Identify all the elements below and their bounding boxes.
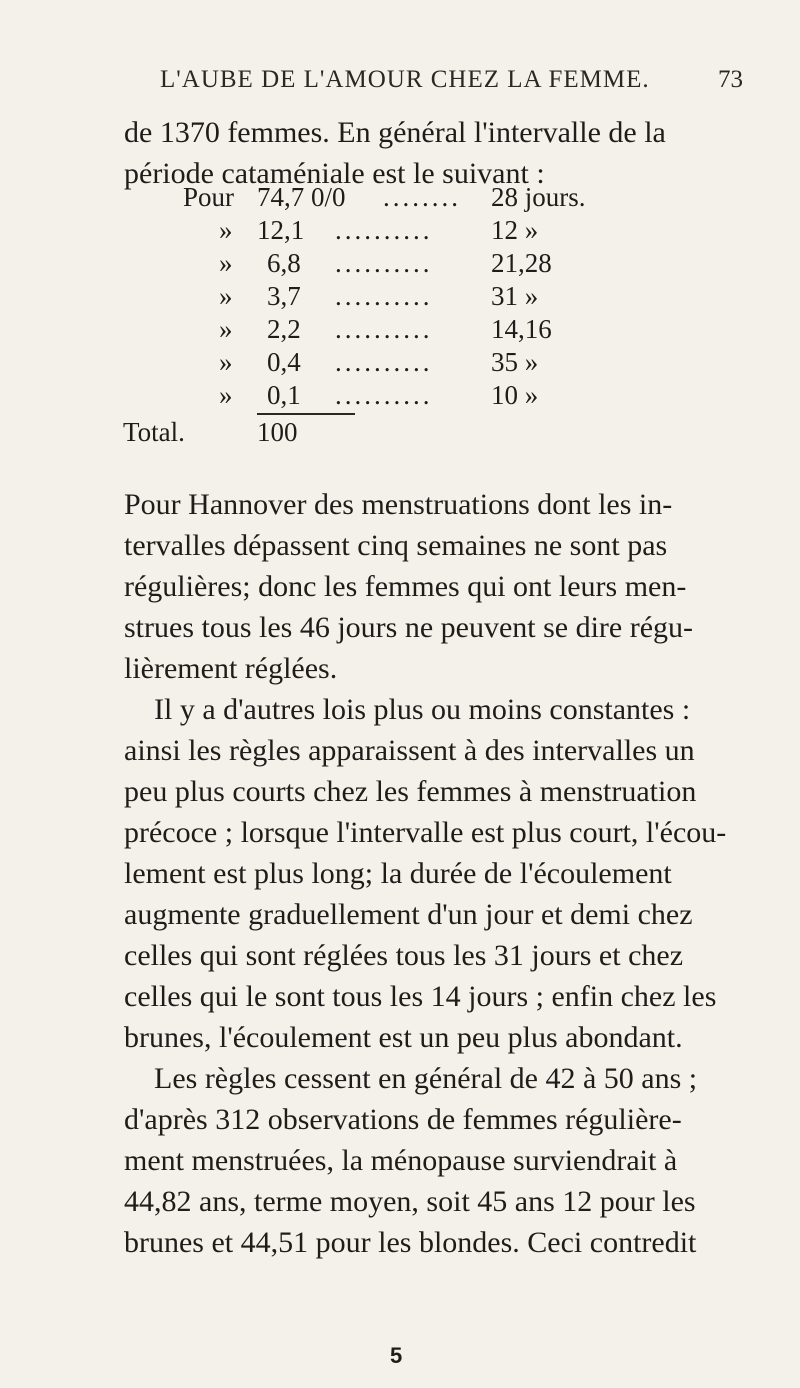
text-line: période cataméniale est le suivant : [124, 157, 545, 190]
row-percent: 12,1 [257, 215, 305, 245]
paragraph-hannover [124, 484, 692, 689]
row-ditto: » [219, 215, 233, 245]
table-row [183, 248, 663, 281]
text-line: ment menstruées, la ménopause surviendrait à [124, 1144, 678, 1177]
row-ditto: » [219, 380, 233, 410]
dot-leader: .......... [335, 281, 433, 311]
text-line: ainsi les règles apparaissent à des intervalles un [124, 734, 695, 767]
row-percent: 74,7 0/0 [257, 182, 346, 212]
text-line: Il y a d'autres lois plus ou moins constantes : [154, 693, 691, 726]
text-line: tervalles dépassent cinq semaines ne sont pas [124, 529, 668, 562]
text-line: Les règles cessent en général de 42 à 50 ans ; [154, 1062, 698, 1095]
total-label: Total. [123, 417, 185, 447]
row-lead: Pour [183, 182, 235, 212]
interval-table [123, 182, 663, 449]
total-row [123, 413, 663, 449]
row-value: 31 » [491, 281, 539, 311]
dot-leader: ........ [383, 182, 461, 212]
row-value: 35 » [491, 347, 539, 377]
row-ditto: » [219, 248, 233, 278]
row-value: 14,16 [491, 314, 552, 344]
dot-leader: .......... [335, 380, 433, 410]
text-line: lièrement réglées. [124, 652, 338, 685]
text-line: 44,82 ans, terme moyen, soit 45 ans 12 pour les [124, 1185, 696, 1218]
row-ditto: » [219, 347, 233, 377]
dot-leader: .......... [335, 314, 433, 344]
text-line: brunes, l'écoulement est un peu plus abondant. [124, 1021, 683, 1054]
table-row [183, 215, 663, 248]
text-line: Pour Hannover des menstruations dont les in- [124, 488, 673, 521]
row-percent: 0,4 [267, 347, 301, 377]
row-ditto: » [219, 281, 233, 311]
text-line: brunes et 44,51 pour les blondes. Ceci contredit [124, 1226, 697, 1259]
paragraph-other-laws [124, 689, 727, 1058]
row-ditto: » [219, 314, 233, 344]
row-value: 10 » [491, 380, 539, 410]
total-rule [257, 413, 355, 415]
text-line: celles qui le sont tous les 14 jours ; enfin chez les [124, 980, 717, 1013]
row-value: 28 jours. [491, 182, 586, 212]
text-line: celles qui sont réglées tous les 31 jours et chez [124, 939, 684, 972]
table-row [183, 182, 663, 215]
text-line: de 1370 femmes. En général l'intervalle de la [124, 116, 666, 149]
row-percent: 3,7 [267, 281, 301, 311]
row-percent: 6,8 [267, 248, 301, 278]
text-line: peu plus courts chez les femmes à menstruation [124, 775, 697, 808]
page-number: 73 [718, 66, 743, 93]
row-value: 21,28 [491, 248, 552, 278]
row-value: 12 » [491, 215, 539, 245]
text-line: régulières; donc les femmes qui ont leurs men- [124, 570, 687, 603]
table-row [183, 347, 663, 380]
dot-leader: .......... [335, 347, 433, 377]
dot-leader: .......... [335, 215, 433, 245]
text-line: lement est plus long; la durée de l'écoulement [124, 857, 672, 890]
row-percent: 2,2 [267, 314, 301, 344]
running-title: L'AUBE DE L'AMOUR CHEZ LA FEMME. [160, 66, 650, 93]
text-line: précoce ; lorsque l'intervalle est plus court, l'écou- [124, 816, 727, 849]
dot-leader: .......... [335, 248, 433, 278]
row-percent: 0,1 [267, 380, 301, 410]
total-value: 100 [257, 417, 298, 447]
paragraph-menopause [124, 1058, 698, 1263]
text-line: d'après 312 observations de femmes régulière- [124, 1103, 682, 1136]
table-row [183, 281, 663, 314]
table-row [183, 380, 663, 413]
table-row [183, 314, 663, 347]
text-line: strues tous les 46 jours ne peuvent se dire régu- [124, 611, 694, 644]
text-line: augmente graduellement d'un jour et demi chez [124, 898, 693, 931]
signature-mark: 5 [390, 1343, 403, 1368]
